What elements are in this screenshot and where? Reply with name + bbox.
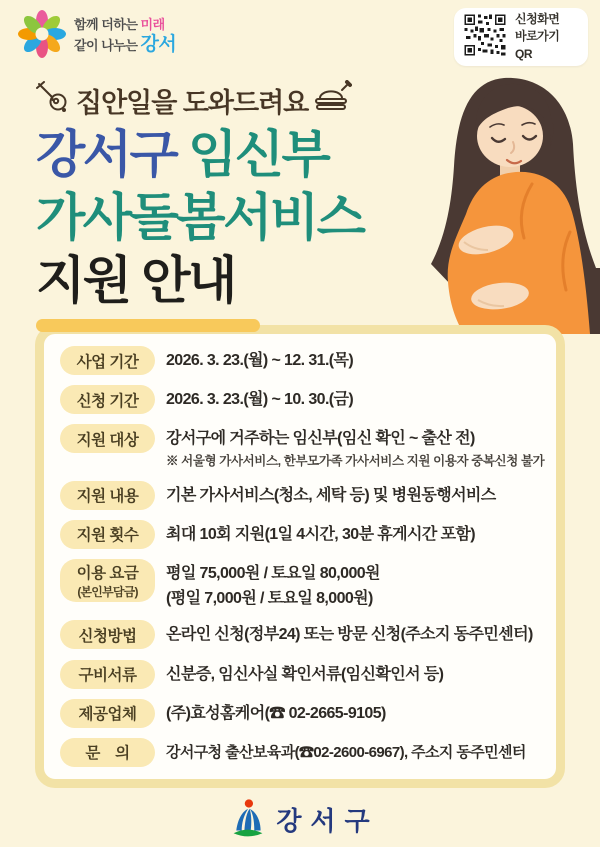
- row-value: 2026. 3. 23.(월) ~ 10. 30.(금): [166, 391, 354, 409]
- row-label-badge: [60, 424, 155, 453]
- row-value: 평일 75,000원 / 토요일 80,000원: [166, 565, 380, 583]
- row-label: 지원 내용: [76, 488, 139, 506]
- row-label-badge: [60, 559, 155, 602]
- row-label-badge: [60, 660, 155, 689]
- row-eligibility: [60, 424, 548, 470]
- brand-slogan: [74, 17, 176, 57]
- row-value: 강서구청 출산보육과(☎02-2600-6967), 주소지 동주민센터: [166, 743, 526, 761]
- row-how-to-apply: [60, 620, 548, 649]
- row-application-period: [60, 385, 548, 414]
- row-value: 신분증, 임신사실 확인서류(임신확인서 등): [166, 665, 444, 683]
- row-label: 이용 요금: [76, 565, 139, 583]
- title-gangseogu: 강서구: [36, 126, 188, 183]
- row-value: 온라인 신청(정부24) 또는 방문 신청(주소지 동주민센터): [166, 626, 533, 644]
- row-contact: [60, 738, 548, 767]
- main-title-line1: [36, 125, 363, 184]
- title-highlight-bar: [36, 319, 260, 332]
- row-value: 기본 가사서비스(청소, 세탁 등) 및 병원동행서비스: [166, 486, 496, 504]
- row-label-badge: [60, 520, 155, 549]
- row-label: 사업 기간: [76, 353, 139, 371]
- row-support-count: [60, 520, 548, 549]
- flower-logo-icon: [18, 10, 66, 63]
- row-label-badge: [60, 699, 155, 728]
- title-imsinbu: 임신부: [187, 126, 329, 183]
- row-label: 신청방법: [78, 627, 137, 645]
- slogan-accent-mirae: 미래: [140, 16, 165, 32]
- row-provider: [60, 699, 548, 728]
- qr-label-line1: 신청화면: [515, 11, 560, 26]
- row-fee: [60, 559, 548, 610]
- row-label: 제공업체: [78, 706, 137, 724]
- row-value: 2026. 3. 23.(월) ~ 12. 31.(목): [166, 352, 354, 369]
- row-value: 강서구에 거주하는 임신부(임신 확인 ~ 출산 전): [166, 430, 475, 448]
- row-support-content: [60, 481, 548, 510]
- gangseo-emblem-icon: [230, 797, 266, 842]
- row-label-badge: [60, 620, 155, 649]
- row-note: ※ 서울형 가사서비스, 한부모가족 가사서비스 지원 이용자 중복신청 불가: [166, 454, 545, 469]
- hero-title-block: [36, 80, 363, 332]
- qr-code-icon: [463, 13, 507, 62]
- row-label: 구비서류: [78, 667, 137, 685]
- main-title-line2: 가사돌봄서비스: [36, 189, 364, 246]
- row-label: 문 의: [85, 745, 130, 763]
- row-value: 최대 10회 지원(1일 4시간, 30분 휴게시간 포함): [166, 525, 476, 543]
- row-business-period: [60, 346, 548, 375]
- row-label: 지원 횟수: [76, 527, 139, 545]
- qr-label: [515, 11, 579, 63]
- pregnant-woman-illustration: [404, 72, 600, 334]
- info-card: [35, 325, 565, 788]
- slogan-line2: 같이 나누는: [74, 37, 141, 53]
- info-card-rows: [44, 334, 556, 779]
- footer-org-logo: [0, 797, 600, 842]
- slogan-line1: 함께 더하는: [74, 16, 141, 32]
- hero-subtitle: [36, 80, 363, 121]
- gangseo-brand-logo: [18, 10, 176, 63]
- vacuum-icon: [36, 81, 70, 120]
- row-value: (주)효성홈케어(☎ 02-2665-9105): [166, 704, 386, 722]
- slogan-accent-gangseo: 강서: [140, 33, 177, 55]
- row-label-badge: [60, 481, 155, 510]
- footer-org-name: 강서구: [276, 806, 379, 836]
- qr-shortcut-bubble: [454, 8, 588, 66]
- row-required-documents: [60, 660, 548, 689]
- hero-subtitle-text: 집안일을 도와드려요: [76, 88, 309, 118]
- row-label-badge: [60, 346, 155, 375]
- row-label-badge: [60, 738, 155, 767]
- row-label: 신청 기간: [76, 392, 139, 410]
- qr-label-line2: 바로가기 QR: [515, 29, 560, 61]
- row-label: 지원 대상: [76, 431, 139, 449]
- row-label-sub: (본인부담금): [77, 585, 138, 600]
- dishes-icon: [314, 80, 352, 121]
- row-value-2: (평일 7,000원 / 토요일 8,000원): [166, 590, 373, 608]
- row-label-badge: [60, 385, 155, 414]
- main-title-line3: 지원 안내: [36, 252, 235, 309]
